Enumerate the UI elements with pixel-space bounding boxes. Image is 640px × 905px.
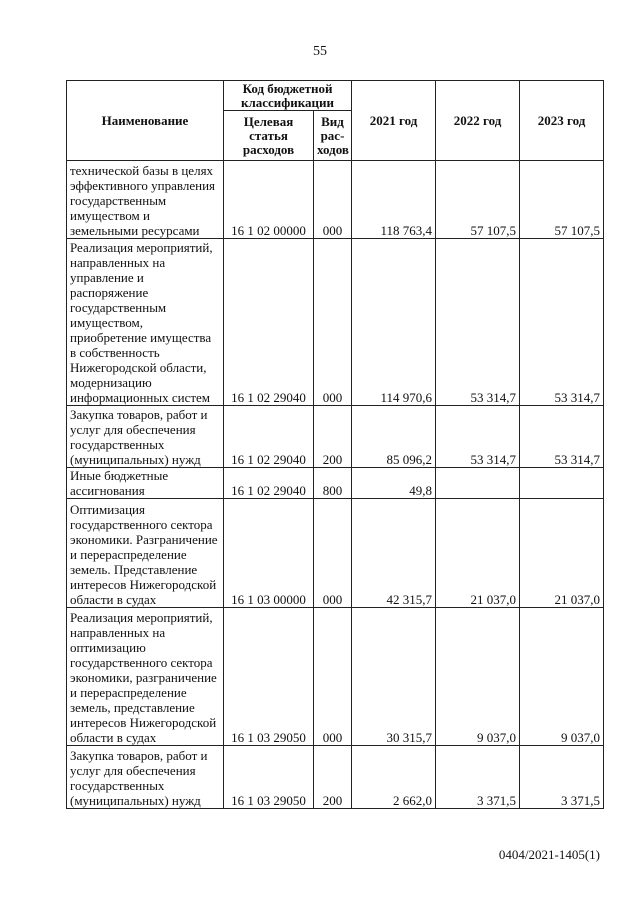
header-target-article: Целевая статья расходов (224, 111, 314, 161)
row-name: Реализация мероприятий, направленных на оптимизацию государственного сектора экономики, разграничение и перераспределение земель, представление интересов Нижегородской области в судах (67, 608, 224, 746)
page-number: 55 (313, 44, 327, 59)
table-row (67, 746, 604, 809)
row-2023: 3 371,5 (520, 746, 604, 809)
row-2021: 30 315,7 (352, 608, 436, 746)
header-row-1 (67, 81, 604, 111)
header-2021: 2021 год (352, 81, 436, 161)
row-2022: 53 314,7 (436, 239, 520, 406)
row-name: Реализация мероприятий, направленных на управление и распоряжение государственным имуществом, приобретение имущества в собственность Нижегородской области, модернизацию информационных систем (67, 239, 224, 406)
row-target-article: 16 1 03 29050 (224, 746, 314, 809)
table-row (67, 406, 604, 468)
row-2021: 49,8 (352, 468, 436, 499)
header-name: Наименование (67, 81, 224, 161)
document-code: 0404/2021-1405(1) (498, 847, 600, 862)
row-expense-type: 000 (314, 499, 352, 608)
row-expense-type: 200 (314, 746, 352, 809)
row-2022: 53 314,7 (436, 406, 520, 468)
row-2023: 53 314,7 (520, 239, 604, 406)
row-2022: 9 037,0 (436, 608, 520, 746)
header-expense-type: Вид рас-ходов (314, 111, 352, 161)
row-2023: 57 107,5 (520, 161, 604, 239)
row-expense-type: 800 (314, 468, 352, 499)
row-target-article: 16 1 03 29050 (224, 608, 314, 746)
table-row (67, 161, 604, 239)
row-target-article: 16 1 02 29040 (224, 239, 314, 406)
row-2021: 2 662,0 (352, 746, 436, 809)
row-2023: 53 314,7 (520, 406, 604, 468)
header-2023: 2023 год (520, 81, 604, 161)
row-2023: 9 037,0 (520, 608, 604, 746)
row-expense-type: 200 (314, 406, 352, 468)
row-2021: 114 970,6 (352, 239, 436, 406)
budget-table (66, 80, 604, 809)
row-2021: 118 763,4 (352, 161, 436, 239)
header-kbk-group: Код бюджетной классификации (224, 81, 352, 111)
row-target-article: 16 1 03 00000 (224, 499, 314, 608)
row-expense-type: 000 (314, 239, 352, 406)
row-2022: 21 037,0 (436, 499, 520, 608)
row-target-article: 16 1 02 00000 (224, 161, 314, 239)
table-row (67, 499, 604, 608)
header-2022: 2022 год (436, 81, 520, 161)
row-2021: 42 315,7 (352, 499, 436, 608)
row-target-article: 16 1 02 29040 (224, 468, 314, 499)
row-name: технической базы в целях эффективного управления государственным имуществом и земельными ресурсами (67, 161, 224, 239)
row-name: Иные бюджетные ассигнования (67, 468, 224, 499)
row-2022: 3 371,5 (436, 746, 520, 809)
row-target-article: 16 1 02 29040 (224, 406, 314, 468)
row-2023: 21 037,0 (520, 499, 604, 608)
row-expense-type: 000 (314, 608, 352, 746)
row-2022 (436, 468, 520, 499)
table-row (67, 608, 604, 746)
row-2021: 85 096,2 (352, 406, 436, 468)
row-2022: 57 107,5 (436, 161, 520, 239)
table-row (67, 468, 604, 499)
row-name: Закупка товаров, работ и услуг для обеспечения государственных (муниципальных) нужд (67, 406, 224, 468)
row-name: Оптимизация государственного сектора экономики. Разграничение и перераспределение земель. Представление интересов Нижегородской области в судах (67, 499, 224, 608)
table-row (67, 239, 604, 406)
row-expense-type: 000 (314, 161, 352, 239)
row-2023 (520, 468, 604, 499)
row-name: Закупка товаров, работ и услуг для обеспечения государственных (муниципальных) нужд (67, 746, 224, 809)
